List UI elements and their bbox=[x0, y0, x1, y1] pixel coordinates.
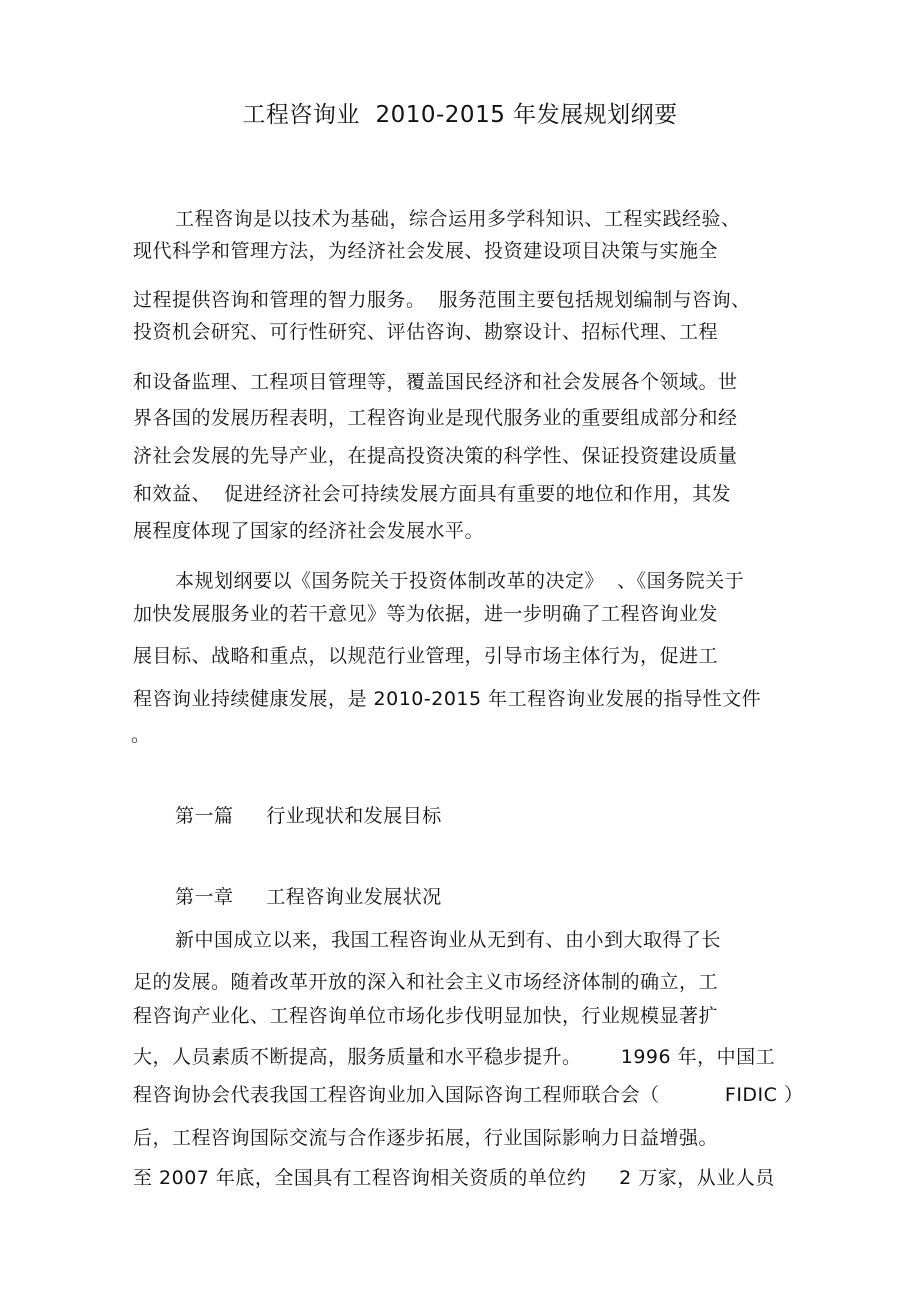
paragraph-1-line-8: 和效益、 促进经济社会可持续发展方面具有重要的地位和作用，其发 bbox=[133, 483, 732, 505]
paragraph-3-line-6: 后，工程咨询国际交流与合作逐步拓展，行业国际影响力日益增强。 bbox=[133, 1127, 719, 1149]
paragraph-1-line-3: 过程提供咨询和管理的智力服务。 服务范围主要包括规划编制与咨询、 bbox=[133, 289, 751, 311]
paragraph-1-line-2: 现代科学和管理方法，为经济社会发展、投资建设项目决策与实施全 bbox=[133, 240, 719, 262]
paragraph-1-line-7: 济社会发展的先导产业，在提高投资决策的科学性、保证投资建设质量 bbox=[133, 445, 738, 467]
part-heading: 第一篇 行业现状和发展目标 bbox=[175, 805, 442, 827]
paragraph-3-line-5: 程咨询协会代表我国工程咨询业加入国际咨询工程师联合会（ FIDIC ） bbox=[133, 1084, 804, 1106]
document-title: 工程咨询业 2010-2015 年发展规划纲要 bbox=[242, 102, 678, 128]
paragraph-1-line-6: 界各国的发展历程表明，工程咨询业是现代服务业的重要组成部分和经 bbox=[133, 407, 738, 429]
paragraph-2-line-2: 加快发展服务业的若干意见》等为依据，进一步明确了工程咨询业发 bbox=[133, 603, 719, 625]
paragraph-1-line-9: 展程度体现了国家的经济社会发展水平。 bbox=[133, 520, 485, 542]
paragraph-1-line-5: 和设备监理、工程项目管理等，覆盖国民经济和社会发展各个领域。世 bbox=[133, 371, 738, 393]
paragraph-3-line-1: 新中国成立以来，我国工程咨询业从无到有、由小到大取得了长 bbox=[175, 929, 722, 951]
paragraph-3-line-4: 大，人员素质不断提高，服务质量和水平稳步提升。 1996 年，中国工 bbox=[133, 1046, 776, 1068]
paragraph-2-line-3: 展目标、战略和重点，以规范行业管理，引导市场主体行为，促进工 bbox=[133, 645, 719, 667]
paragraph-2-line-4: 程咨询业持续健康发展，是 2010-2015 年工程咨询业发展的指导性文件 bbox=[133, 688, 762, 710]
paragraph-1-line-1: 工程咨询是以技术为基础，综合运用多学科知识、工程实践经验、 bbox=[175, 208, 741, 230]
paragraph-2-line-1: 本规划纲要以《国务院关于投资体制改革的决定》 、《国务院关于 bbox=[175, 570, 745, 592]
paragraph-1-line-4: 投资机会研究、可行性研究、评估咨询、勘察设计、招标代理、工程 bbox=[133, 321, 719, 343]
paragraph-3-line-3: 程咨询产业化、工程咨询单位市场化步伐明显加快，行业规模显著扩 bbox=[133, 1005, 719, 1027]
paragraph-3-line-7: 至 2007 年底，全国具有工程咨询相关资质的单位约 2 万家，从业人员 bbox=[133, 1167, 775, 1189]
chapter-heading: 第一章 工程咨询业发展状况 bbox=[175, 886, 442, 908]
paragraph-2-line-5: 。 bbox=[131, 724, 151, 746]
paragraph-3-line-2: 足的发展。随着改革开放的深入和社会主义市场经济体制的确立，工 bbox=[133, 971, 719, 993]
